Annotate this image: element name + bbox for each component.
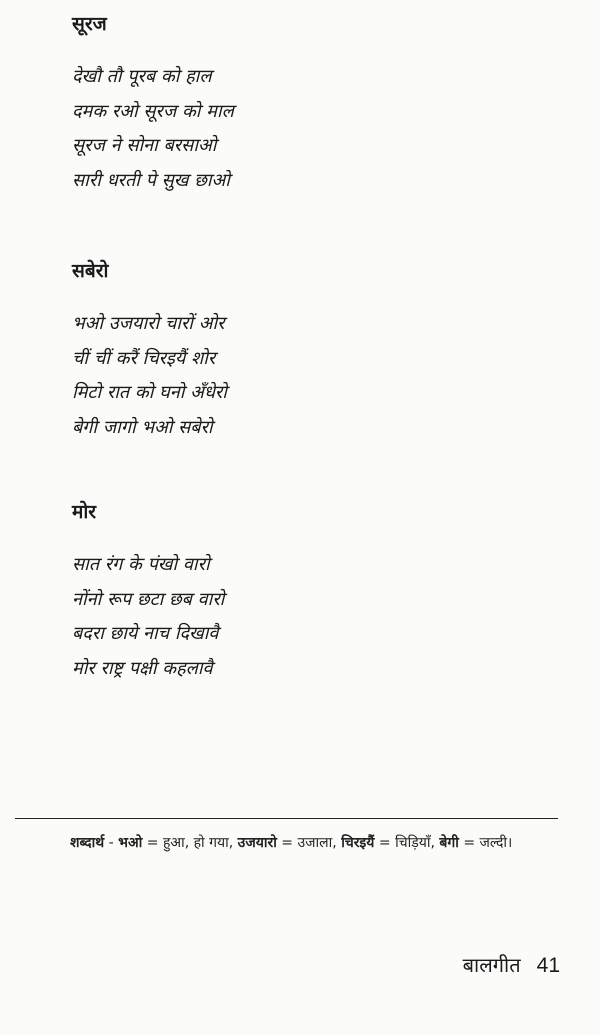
glossary-meaning: हुआ, हो गया (162, 835, 229, 851)
glossary-word: उजयारो (237, 835, 277, 851)
glossary-word: चिरइयैं (341, 835, 375, 851)
poem-sabero (72, 259, 227, 445)
poem-title: सूरज (72, 13, 107, 35)
glossary-word: बेगी (439, 835, 459, 851)
page-number: 41 (536, 954, 560, 977)
poem-suraj (72, 12, 234, 198)
poem-line: सारी धरती पे सुख छाओ (72, 169, 230, 191)
glossary-label: शब्दार्थ (70, 835, 105, 851)
glossary-meaning: चिड़ियाँ (395, 835, 431, 851)
book-title: बालगीत (462, 953, 521, 977)
poem-mor (72, 500, 224, 686)
footnote-divider (15, 818, 558, 819)
poem-line: बदरा छाये नाच दिखावै (72, 623, 219, 644)
poem-line: मिटो रात को घनो अँधेरो (72, 382, 227, 403)
glossary-word: भओ (118, 835, 143, 851)
poem-line: नोंनो रूप छटा छब वारो (72, 588, 225, 610)
poem-line: भओ उजयारो चारों ओर (72, 313, 225, 334)
glossary-footnote: शब्दार्थ - भओ = हुआ, हो गया, उजयारो = उजाला, चिरइयैं = चिड़ियाँ, बेगी = जल्दी। (70, 835, 513, 851)
page-footer (463, 951, 560, 978)
poem-title: मोर (72, 501, 97, 523)
poem-line: देखौ तौ पूरब को हाल (72, 66, 212, 87)
poem-title: सबेरो (72, 260, 109, 282)
poem-line: सूरज ने सोना बरसाओ (72, 135, 217, 156)
poem-line: मोर राष्ट्र पक्षी कहलावै (72, 657, 213, 679)
poem-line: बेगी जागो भओ सबेरो (72, 416, 213, 438)
glossary-dash: - (104, 835, 119, 851)
glossary-meaning: उजाला (297, 835, 333, 851)
poem-line: चीं चीं करैं चिरइयैं शोर (72, 347, 216, 369)
glossary-meaning: जल्दी। (479, 835, 513, 851)
poem-line: दमक रओ सूरज को माल (72, 100, 234, 122)
poem-line: सात रंग के पंखो वारो (72, 554, 210, 575)
